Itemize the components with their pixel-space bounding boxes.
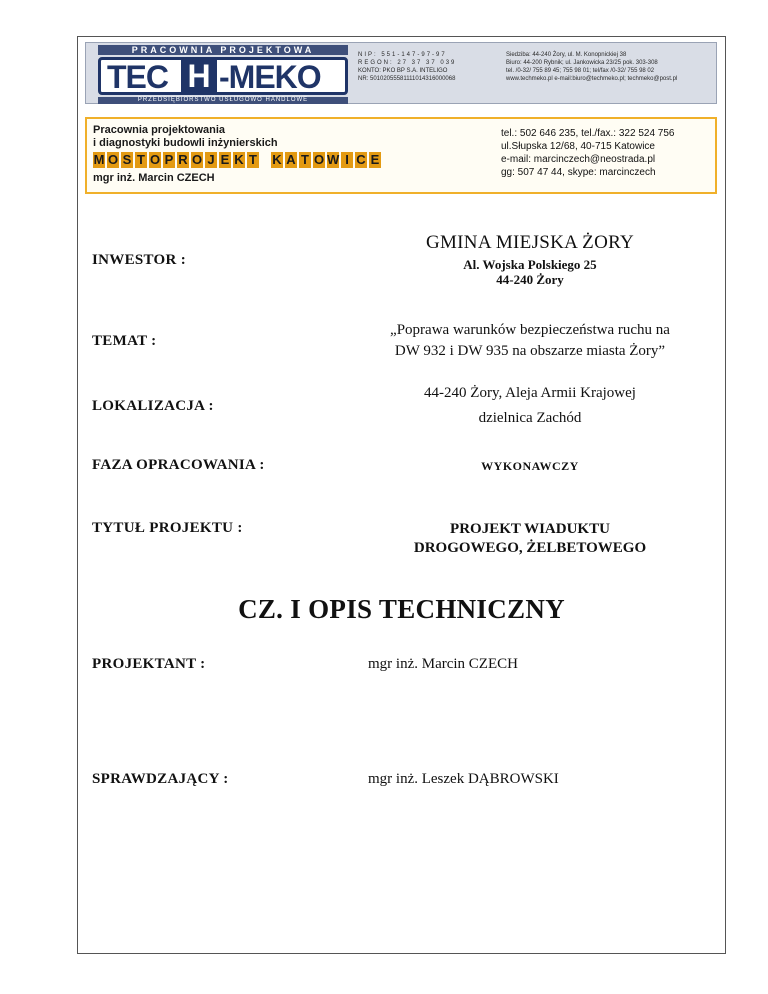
checker-label: SPRAWDZAJĄCY : xyxy=(92,771,229,787)
banner-nip: NIP: 551-147-97-97 xyxy=(358,52,447,58)
banner-phone: tel. /0-32/ 755 89 45; 755 98 01; tel/fax /0-32/ 755 98 02 xyxy=(506,68,655,74)
brand-letter: O xyxy=(149,152,161,167)
company-logo xyxy=(98,57,348,95)
banner-office: Biuro: 44-200 Rybnik; ul. Jankowicka 23/25 pok. 303-308 xyxy=(506,60,658,66)
brand-letter: A xyxy=(286,152,296,167)
banner-account: KONTO: PKO BP S.A. INTELIGO xyxy=(358,68,448,74)
brand-lettering xyxy=(93,152,381,168)
banner-registration-info xyxy=(358,51,498,83)
brand-letter: J xyxy=(205,152,217,168)
brand-letter: T xyxy=(247,152,259,168)
investor-address-street: Al. Wojska Polskiego 25 xyxy=(463,257,597,272)
designer-box xyxy=(85,117,717,194)
brand-letter: W xyxy=(327,152,340,167)
logo-tec: TEC xyxy=(107,59,168,95)
designer-box-name: mgr inż. Marcin CZECH xyxy=(93,172,215,184)
banner-seat: Siedziba: 44-240 Żory, ul. M. Konopnickiej 38 xyxy=(506,52,627,58)
topic-label: TEMAT : xyxy=(92,333,157,349)
logo-top-text: PRACOWNIA PROJEKTOWA xyxy=(98,45,348,55)
banner-account-number: NR: 50102055581111014316000068 xyxy=(358,76,456,82)
brand-letter: O xyxy=(191,152,203,167)
company-banner xyxy=(85,42,717,104)
project-title-line2: DROGOWEGO, ŻELBETOWEGO xyxy=(413,540,647,556)
brand-letter: S xyxy=(122,152,132,167)
investor-label: INWESTOR : xyxy=(92,252,186,268)
designer-phone: tel.: 502 646 235, tel./fax.: 322 524 756 xyxy=(501,128,675,139)
phase-value: WYKONAWCZY xyxy=(481,459,579,473)
project-title-label: TYTUŁ PROJEKTU : xyxy=(92,520,243,536)
designer-contact xyxy=(501,127,674,179)
brand-letter: T xyxy=(299,152,311,168)
topic-line2: DW 932 i DW 935 na obszarze miasta Żory” xyxy=(394,343,666,359)
investor-address-city: 44-240 Żory xyxy=(496,272,564,287)
brand-letter: I xyxy=(341,152,353,168)
designer-label: PROJEKTANT : xyxy=(92,656,206,672)
banner-web: www.techmeko.pl e-mail:biuro@techmeko.pl; techmeko@post.pl xyxy=(506,76,678,82)
project-title-line1: PROJEKT WIADUKTU xyxy=(450,521,610,537)
document-heading: CZ. I OPIS TECHNICZNY xyxy=(238,594,565,624)
banner-regon: REGON: 27 37 37 039 xyxy=(358,60,457,66)
brand-letter: C xyxy=(356,152,366,167)
logo-meko: -MEKO xyxy=(219,59,321,95)
designer-box-line1: Pracownia projektowania xyxy=(93,124,226,136)
investor-name: GMINA MIEJSKA ŻORY xyxy=(425,232,635,253)
designer-name: mgr inż. Marcin CZECH xyxy=(368,656,518,672)
brand-letter: R xyxy=(178,152,188,167)
brand-letter: O xyxy=(313,152,325,167)
designer-address: ul.Słupska 12/68, 40-715 Katowice xyxy=(501,141,655,152)
logo-sub-text: PRZEDSIĘBIORSTWO USŁUGOWO HANDLOWE xyxy=(98,97,348,104)
location-line2: dzielnica Zachód xyxy=(478,410,582,426)
brand-letter: M xyxy=(93,152,105,167)
brand-letter: E xyxy=(370,152,380,167)
topic-line1: „Poprawa warunków bezpieczeństwa ruchu na xyxy=(390,322,670,338)
location-label: LOKALIZACJA : xyxy=(92,398,214,414)
brand-letter: O xyxy=(107,152,119,167)
designer-messengers: gg: 507 47 44, skype: marcinczech xyxy=(501,167,656,178)
brand-letter: T xyxy=(135,152,147,168)
brand-letter-gap xyxy=(261,152,269,168)
checker-name: mgr inż. Leszek DĄBROWSKI xyxy=(368,771,559,787)
location-line1: 44-240 Żory, Aleja Armii Krajowej xyxy=(424,385,636,401)
banner-address-info xyxy=(506,51,711,83)
designer-email: e-mail: marcinczech@neostrada.pl xyxy=(501,154,656,165)
designer-box-line2: i diagnostyki budowli inżynierskich xyxy=(93,137,278,149)
brand-letter: E xyxy=(220,152,230,167)
logo-h: H xyxy=(181,59,217,93)
brand-letter: K xyxy=(234,152,244,167)
brand-letter: K xyxy=(272,152,282,167)
brand-letter: P xyxy=(164,152,174,167)
phase-label: FAZA OPRACOWANIA : xyxy=(92,457,265,473)
